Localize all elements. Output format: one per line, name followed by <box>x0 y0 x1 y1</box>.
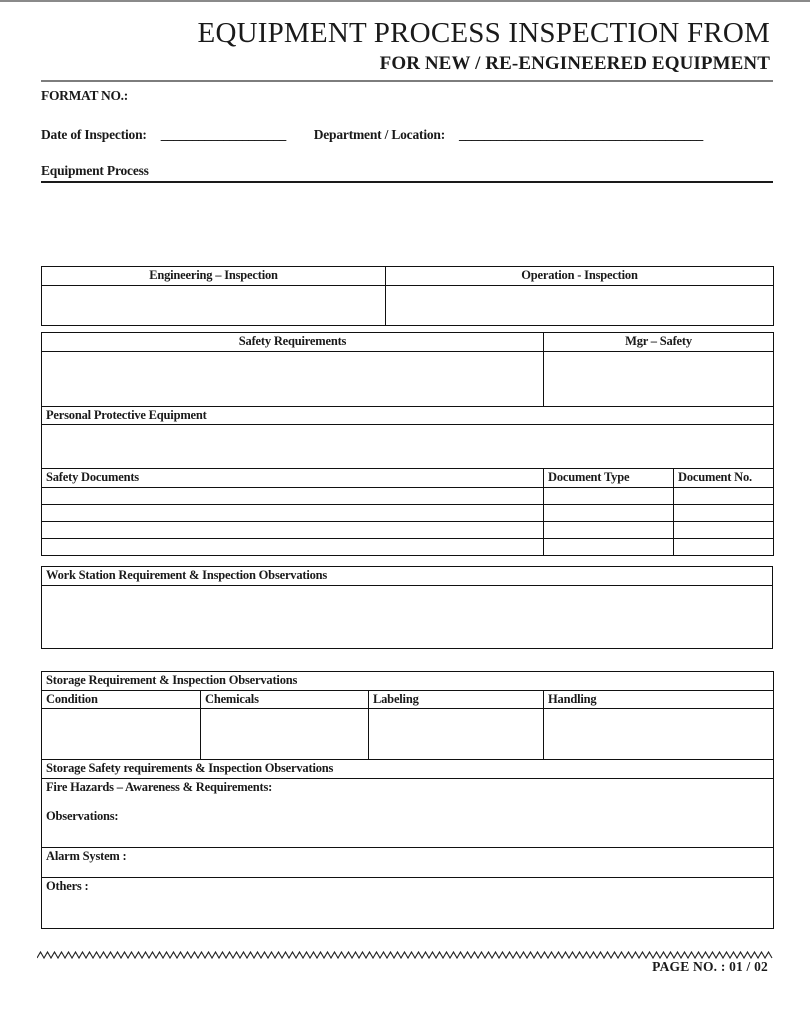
ppe-input[interactable] <box>42 425 774 469</box>
table-row <box>42 487 774 504</box>
storage-condition-header: Condition <box>42 690 201 709</box>
table-row <box>42 285 774 325</box>
safety-table <box>41 332 774 556</box>
workstation-input[interactable] <box>42 585 773 648</box>
table-row <box>42 877 774 928</box>
storage-handling-input[interactable] <box>544 709 774 760</box>
table-row <box>42 521 774 538</box>
table-row <box>42 585 773 648</box>
safety-requirements-header: Safety Requirements <box>42 333 544 352</box>
storage-requirement-header: Storage Requirement & Inspection Observations <box>42 672 774 691</box>
table-row <box>42 538 774 555</box>
table-row <box>42 351 774 406</box>
table-row <box>42 709 774 760</box>
date-of-inspection-label: Date of Inspection: <box>41 127 147 143</box>
fire-hazards-cell[interactable] <box>42 778 774 847</box>
mgr-safety-header: Mgr – Safety <box>544 333 774 352</box>
storage-chemicals-input[interactable] <box>201 709 369 760</box>
date-department-row <box>41 127 773 143</box>
safety-document-name-input[interactable] <box>42 487 544 504</box>
header-divider <box>41 80 773 82</box>
engineering-inspection-header: Engineering – Inspection <box>42 267 386 286</box>
equipment-process-label: Equipment Process <box>41 163 149 179</box>
workstation-table <box>41 566 773 649</box>
table-row <box>42 469 774 488</box>
safety-document-no-input[interactable] <box>674 538 774 555</box>
safety-document-name-input[interactable] <box>42 538 544 555</box>
department-location-label: Department / Location: <box>313 127 446 143</box>
document-type-header: Document Type <box>544 469 674 488</box>
workstation-header: Work Station Requirement & Inspection Observations <box>42 567 773 586</box>
operation-inspection-header: Operation - Inspection <box>386 267 774 286</box>
storage-labeling-header: Labeling <box>369 690 544 709</box>
safety-document-no-input[interactable] <box>674 487 774 504</box>
operation-inspection-input[interactable] <box>386 285 774 325</box>
ppe-header: Personal Protective Equipment <box>42 406 774 425</box>
table-row <box>42 425 774 469</box>
others-cell[interactable] <box>42 877 774 928</box>
document-footer <box>37 950 773 975</box>
safety-requirements-input[interactable] <box>42 351 544 406</box>
table-row <box>42 406 774 425</box>
document-no-header: Document No. <box>674 469 774 488</box>
mgr-safety-input[interactable] <box>544 351 774 406</box>
page-title: EQUIPMENT PROCESS INSPECTION FROM <box>197 17 770 49</box>
safety-document-name-input[interactable] <box>42 521 544 538</box>
fire-hazards-label: Fire Hazards – Awareness & Requirements: <box>46 779 273 794</box>
table-row <box>42 504 774 521</box>
safety-document-type-input[interactable] <box>544 487 674 504</box>
safety-documents-header: Safety Documents <box>42 469 544 488</box>
others-label: Others : <box>46 878 89 893</box>
storage-safety-header: Storage Safety requirements & Inspection Observations <box>42 760 774 779</box>
table-row <box>42 567 773 586</box>
table-row <box>42 760 774 779</box>
inspection-table <box>41 266 774 326</box>
observations-label: Observations: <box>46 808 119 823</box>
safety-document-name-input[interactable] <box>42 504 544 521</box>
table-row <box>42 267 774 286</box>
safety-document-type-input[interactable] <box>544 521 674 538</box>
page-number: PAGE NO. : 01 / 02 <box>652 959 768 974</box>
alarm-system-label: Alarm System : <box>46 848 127 863</box>
storage-labeling-input[interactable] <box>369 709 544 760</box>
engineering-inspection-input[interactable] <box>42 285 386 325</box>
form-fields <box>0 88 810 183</box>
format-no-label: FORMAT NO.: <box>41 88 128 104</box>
storage-table <box>41 671 774 929</box>
safety-document-type-input[interactable] <box>544 538 674 555</box>
storage-condition-input[interactable] <box>42 709 201 760</box>
table-row <box>42 690 774 709</box>
table-row <box>42 672 774 691</box>
storage-handling-header: Handling <box>544 690 774 709</box>
date-of-inspection-input[interactable]: ____________________ <box>160 127 286 143</box>
equipment-process-field[interactable] <box>41 163 773 183</box>
document-header <box>0 2 810 76</box>
table-row <box>42 778 774 847</box>
table-row <box>42 333 774 352</box>
safety-document-no-input[interactable] <box>674 521 774 538</box>
page-subtitle: FOR NEW / RE-ENGINEERED EQUIPMENT <box>379 53 770 75</box>
storage-chemicals-header: Chemicals <box>201 690 369 709</box>
department-location-input[interactable]: _______________________________________ <box>459 127 703 143</box>
safety-document-no-input[interactable] <box>674 504 774 521</box>
alarm-system-cell[interactable] <box>42 847 774 877</box>
table-row <box>42 847 774 877</box>
safety-document-type-input[interactable] <box>544 504 674 521</box>
